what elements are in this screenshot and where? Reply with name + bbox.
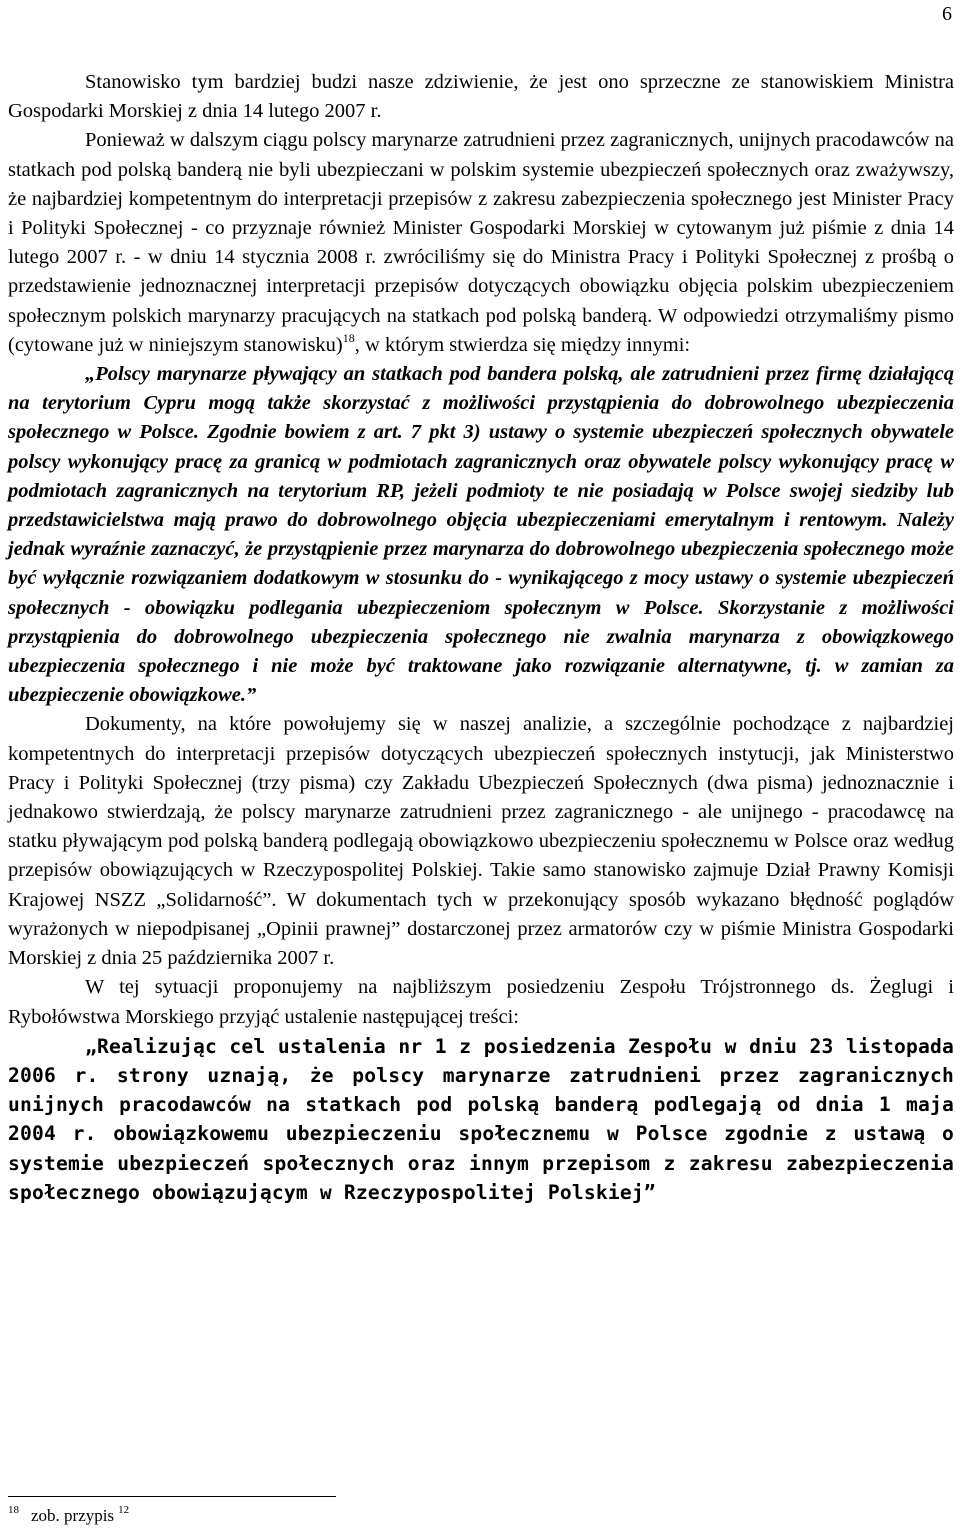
footnote-mark: 18 [8, 1504, 19, 1516]
paragraph-w-tej-sytuacji: W tej sytuacji proponujemy na najbliższym posiedzeniu Zespołu Trójstronnego ds. Żeglugi i Rybołówstwa Morskiego przyjąć ustalenie następującej treści: [8, 976, 954, 1028]
paragraph-ponieważ-tail: , w którym stwierdza się między innymi: [354, 333, 691, 356]
paragraph-stanowisko: Stanowisko tym bardziej budzi nasze zdziwienie, że jest ono sprzeczne ze stanowiskiem Ministra Gospodarki Morskiej z dnia 14 lutego 2007 r. [8, 71, 954, 123]
paragraph-dokumenty: Dokumenty, na które powołujemy się w naszej analizie, a szczególnie pochodzące z najbardziej kompetentnych do interpretacji przepisów dotyczących ubezpieczeń społecznych instytucji, jak Ministerstwo Pracy i Polityki Społecznej (trzy pisma) czy Zakładu Ubezpieczeń Społecznych (dwa pisma) jednoznacznie i jednakowo stwierdzają, że polscy marynarze zatrudnieni przez zagranicznego - ale unijnego - pracodawcę na statku pływającym pod polską banderą podlegają obowiązkowo ubezpieczeniu społecznemu w Polsce oraz według przepisów obowiązujących w Rzeczypospolitej Polskiej. Takie samo stanowisko zajmuje Dział Prawny Komisji Krajowej NSZZ „Solidarność”. W dokumentach tych w przekonujący sposób wykazano błędność poglądów wyrażonych w niepodpisanej „Opinii prawnej” dostarczonej przez armatorów czy w piśmie Ministra Gospodarki Morskiej z dnia 25 października 2007 r. [8, 713, 954, 970]
paragraph-ponieważ-text: Ponieważ w dalszym ciągu polscy marynarze zatrudnieni przez zagranicznych, unijnych pracodawców na statkach pod polską banderą nie byli ubezpieczani w polskim systemie ubezpieczeń społecznych oraz zważywszy, że najbardziej kompetentnym do interpretacji przepisów z zakresu zabezpieczenia społecznego jest Minister Pracy i Polityki Społecznej - co przyznaje również Minister Gospodarki Morskiej w cytowanym już piśmie z dnia 14 lutego 2007 r. - w dniu 14 stycznia 2008 r. zwróciliśmy się do Ministra Pracy i Polityki Społecznej z prośbą o przedstawienie jednoznacznej interpretacji przepisów dotyczących obowiązku objęcia polskim ubezpieczeniem społecznym polskich marynarzy pracujących na statkach pod polską banderą. W odpowiedzi otrzymaliśmy pismo (cytowane już w niniejszym stanowisku) [8, 129, 954, 356]
footnote-reference[interactable]: 18 [342, 330, 355, 345]
footnote-divider [8, 1496, 336, 1497]
footnote-cross-reference[interactable]: 12 [118, 1504, 130, 1516]
quoted-ministry-statement: „Polscy marynarze pływający an statkach pod bandera polską, ale zatrudnieni przez firmę działającą na terytorium Cypru mogą także skorzystać z możliwości przystąpienia do dobrowolnego ubezpieczenia społecznego w Polsce. Zgodnie bowiem z art. 7 pkt 3) ustawy o systemie ubezpieczeń społecznych obywatele polscy wykonujący pracę za granicą w podmiotach zagranicznych oraz obywatele polscy wykonujący pracę w podmiotach zagranicznych na terytorium RP, jeżeli podmioty te nie posiadają w Polsce swojej siedziby lub przedstawicielstwa mają prawo do dobrowolnego objęcia ubezpieczeniami emerytalnym i rentowym. Należy jednak wyraźnie zaznaczyć, że przystąpienie przez marynarza do dobrowolnego ubezpieczenia społecznego może być wyłącznie rozwiązaniem dodatkowym w stosunku do - wynikającego z mocy ustawy o systemie ubezpieczeń społecznych - obowiązku podlegania ubezpieczeniom społecznym w Polsce. Skorzystanie z możliwości przystąpienia do dobrowolnego ubezpieczenia społecznego nie zwalnia marynarza z obowiązkowego ubezpieczenia społecznego i nie może być traktowane jako rozwiązanie alternatywne, tj. w zamian za ubezpieczenie obowiązkowe.” [8, 363, 954, 707]
document-body [8, 68, 954, 1207]
footnote-text: zob. przypis [31, 1506, 115, 1525]
page-number: 6 [942, 3, 952, 25]
paragraph-ponieważ [8, 126, 954, 360]
footnote [8, 1504, 129, 1528]
proposed-resolution: „Realizując cel ustalenia nr 1 z posiedzenia Zespołu w dniu 23 listopada 2006 r. strony uznają, że polscy marynarze zatrudnieni przez zagranicznych unijnych pracodawców na statkach pod polską banderą podlegają od dnia 1 maja 2004 r. obowiązkowemu ubezpieczeniu społecznemu w Polsce zgodnie z ustawą o systemie ubezpieczeń społecznych oraz innym przepisom z zakresu zabezpieczenia społecznego obowiązującym w Rzeczypospolitej Polskiej” [8, 1034, 954, 1204]
